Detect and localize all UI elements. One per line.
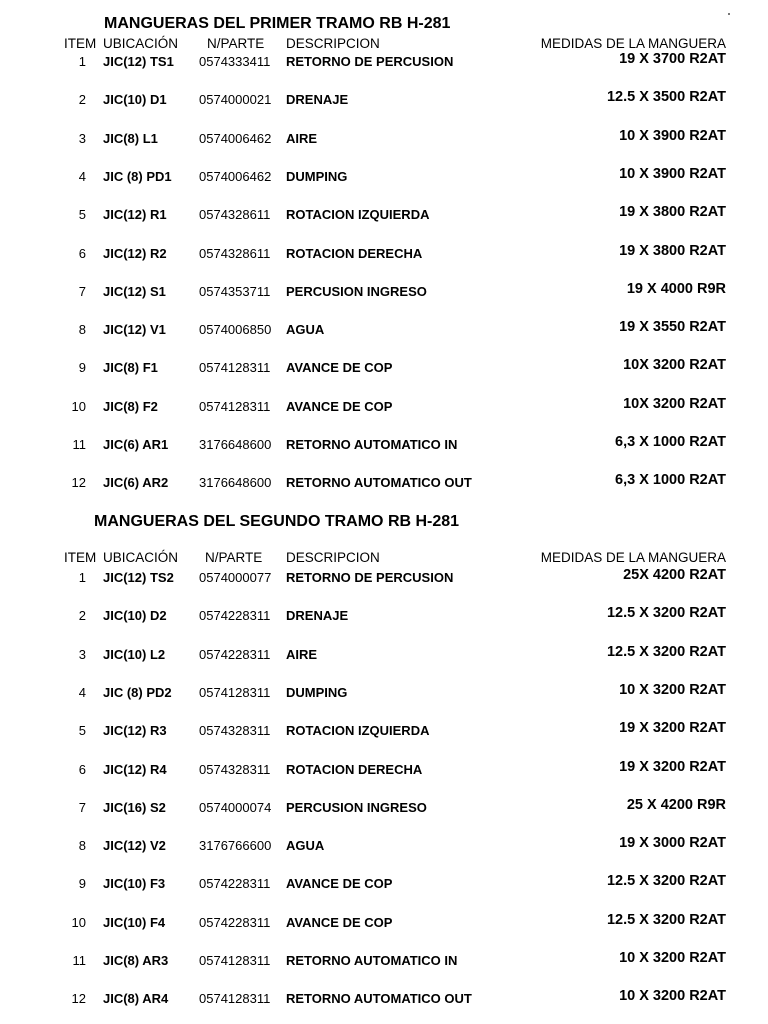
header-measure: MEDIDAS DE LA MANGUERA xyxy=(540,36,726,51)
description-cell: ROTACION DERECHA xyxy=(286,761,423,777)
measure-cell: 6,3 X 1000 R2AT xyxy=(615,472,726,489)
location-cell: JIC(12) V2 xyxy=(103,838,166,854)
item-number: 12 xyxy=(71,475,86,491)
description-cell: PERCUSION INGRESO xyxy=(286,283,427,299)
item-number: 6 xyxy=(78,761,86,777)
measure-cell: 12.5 X 3200 R2AT xyxy=(606,911,726,928)
measure-cell: 19 X 3700 R2AT xyxy=(619,51,726,67)
table-row xyxy=(0,167,768,187)
description-cell: AVANCE DE COP xyxy=(286,398,393,414)
section-title: MANGUERAS DEL SEGUNDO TRAMO RB H-281 xyxy=(94,513,460,530)
measure-cell: 10 X 3200 R2AT xyxy=(619,950,726,966)
item-number: 8 xyxy=(78,838,86,854)
item-number: 10 xyxy=(71,398,86,414)
item-number: 2 xyxy=(78,608,86,624)
location-cell: JIC(8) AR4 xyxy=(103,991,169,1007)
measure-cell: 10 X 3900 R2AT xyxy=(619,127,726,144)
description-cell: ROTACION DERECHA xyxy=(286,245,423,261)
item-number: 4 xyxy=(78,168,86,184)
table-row xyxy=(0,568,768,588)
description-cell: PERCUSION INGRESO xyxy=(286,799,427,815)
table-row xyxy=(0,282,768,302)
description-cell: DUMPING xyxy=(286,168,348,184)
description-cell: AGUA xyxy=(286,322,325,338)
location-cell: JIC(12) R2 xyxy=(103,245,167,261)
location-cell: JIC(8) F2 xyxy=(103,398,158,414)
location-cell: JIC(10) D2 xyxy=(103,608,167,624)
item-number: 9 xyxy=(78,876,86,892)
location-cell: JIC(10) F3 xyxy=(103,876,166,892)
measure-cell: 19 X 3000 R2AT xyxy=(619,835,726,852)
measure-cell: 25 X 4200 R9R xyxy=(626,796,726,813)
part-number-cell: 0574128311 xyxy=(199,953,271,968)
item-number: 7 xyxy=(78,283,86,299)
location-cell: JIC (8) PD2 xyxy=(103,684,172,700)
measure-cell: 12.5 X 3200 R2AT xyxy=(606,605,726,622)
item-number: 8 xyxy=(78,322,86,338)
measure-cell: 12.5 X 3200 R2AT xyxy=(606,873,726,890)
location-cell: JIC(16) S2 xyxy=(103,799,166,815)
description-cell: RETORNO DE PERCUSION xyxy=(286,54,454,69)
part-number-cell: 0574228311 xyxy=(199,646,271,662)
description-cell: AIRE xyxy=(286,646,318,662)
table-row xyxy=(0,52,768,72)
location-cell: JIC(8) F1 xyxy=(103,360,158,376)
header-part: N/PARTE xyxy=(205,550,263,565)
header-description: DESCRIPCION xyxy=(286,550,380,565)
description-cell: AIRE xyxy=(286,130,318,146)
table-row xyxy=(0,645,768,665)
measure-cell: 19 X 3800 R2AT xyxy=(619,204,726,221)
part-number-cell: 3176648600 xyxy=(199,437,272,452)
item-number: 3 xyxy=(78,646,86,662)
description-cell: ROTACION IZQUIERDA xyxy=(286,723,430,739)
part-number-cell: 0574228311 xyxy=(199,876,271,892)
measure-cell: 10 X 3200 R2AT xyxy=(619,681,726,698)
table-row xyxy=(0,721,768,741)
part-number-cell: 0574000074 xyxy=(199,799,272,815)
item-number: 1 xyxy=(78,570,86,585)
part-number-cell: 0574328611 xyxy=(199,245,271,261)
item-number: 11 xyxy=(72,953,86,968)
table-row xyxy=(0,836,768,856)
table-row xyxy=(0,874,768,894)
location-cell: JIC(8) AR3 xyxy=(103,953,169,968)
part-number-cell: 0574128311 xyxy=(199,360,271,376)
location-cell: JIC(12) R4 xyxy=(103,761,167,777)
item-number: 3 xyxy=(78,130,86,146)
measure-cell: 19 X 3550 R2AT xyxy=(619,319,726,336)
item-number: 2 xyxy=(78,92,86,108)
measure-cell: 19 X 3200 R2AT xyxy=(619,758,726,775)
header-part: N/PARTE xyxy=(207,36,265,51)
table-row xyxy=(0,473,768,493)
part-number-cell: 0574006462 xyxy=(199,168,272,184)
part-number-cell: 0574000077 xyxy=(199,570,272,585)
header-location: UBICACIÓN xyxy=(103,36,179,51)
header-location: UBICACIÓN xyxy=(103,550,179,565)
part-number-cell: 0574328311 xyxy=(199,723,271,739)
table-row xyxy=(0,358,768,378)
description-cell: RETORNO AUTOMATICO OUT xyxy=(286,991,472,1007)
description-cell: AVANCE DE COP xyxy=(286,876,393,892)
description-cell: RETORNO DE PERCUSION xyxy=(286,570,454,585)
part-number-cell: 3176648600 xyxy=(199,475,272,491)
item-number: 7 xyxy=(78,799,86,815)
item-number: 4 xyxy=(78,684,86,700)
description-cell: AVANCE DE COP xyxy=(286,914,393,930)
item-number: 11 xyxy=(72,437,86,452)
header-measure: MEDIDAS DE LA MANGUERA xyxy=(540,550,726,565)
item-number: 9 xyxy=(78,360,86,376)
table-row xyxy=(0,205,768,225)
location-cell: JIC(10) L2 xyxy=(103,646,166,662)
description-cell: AGUA xyxy=(286,838,325,854)
location-cell: JIC(12) TS2 xyxy=(103,570,174,585)
header-description: DESCRIPCION xyxy=(286,36,380,51)
corner-mark xyxy=(728,13,730,15)
location-cell: JIC (8) PD1 xyxy=(103,168,172,184)
item-number: 6 xyxy=(78,245,86,261)
part-number-cell: 0574228311 xyxy=(199,608,271,624)
location-cell: JIC(12) V1 xyxy=(103,322,166,338)
part-number-cell: 0574353711 xyxy=(199,283,271,299)
description-cell: AVANCE DE COP xyxy=(286,360,393,376)
location-cell: JIC(12) S1 xyxy=(103,283,166,299)
part-number-cell: 0574128311 xyxy=(199,398,271,414)
part-number-cell: 0574006850 xyxy=(199,322,272,338)
table-row xyxy=(0,129,768,149)
measure-cell: 12.5 X 3200 R2AT xyxy=(606,643,726,660)
location-cell: JIC(10) D1 xyxy=(103,92,167,108)
part-number-cell: 0574328311 xyxy=(199,761,271,777)
location-cell: JIC(10) F4 xyxy=(103,914,166,930)
table-row xyxy=(0,989,768,1009)
description-cell: DRENAJE xyxy=(286,608,349,624)
description-cell: RETORNO AUTOMATICO OUT xyxy=(286,475,472,491)
location-cell: JIC(8) L1 xyxy=(103,130,158,146)
description-cell: RETORNO AUTOMATICO IN xyxy=(286,437,458,452)
part-number-cell: 3176766600 xyxy=(199,838,272,854)
table-row xyxy=(0,683,768,703)
table-row xyxy=(0,435,768,455)
table-row xyxy=(0,913,768,933)
measure-cell: 6,3 X 1000 R2AT xyxy=(615,434,726,450)
table-row xyxy=(0,798,768,818)
item-number: 12 xyxy=(71,991,86,1007)
item-number: 5 xyxy=(78,723,86,739)
location-cell: JIC(6) AR1 xyxy=(103,437,169,452)
measure-cell: 19 X 3200 R2AT xyxy=(619,720,726,737)
item-number: 5 xyxy=(78,207,86,223)
measure-cell: 10X 3200 R2AT xyxy=(623,395,726,412)
measure-cell: 10X 3200 R2AT xyxy=(623,357,726,374)
description-cell: ROTACION IZQUIERDA xyxy=(286,207,430,223)
location-cell: JIC(12) R3 xyxy=(103,723,167,739)
table-row xyxy=(0,951,768,971)
description-cell: DRENAJE xyxy=(286,92,349,108)
location-cell: JIC(12) R1 xyxy=(103,207,167,223)
part-number-cell: 0574228311 xyxy=(199,914,271,930)
table-row xyxy=(0,606,768,626)
measure-cell: 10 X 3200 R2AT xyxy=(619,988,726,1005)
measure-cell: 19 X 3800 R2AT xyxy=(619,242,726,259)
description-cell: DUMPING xyxy=(286,684,348,700)
part-number-cell: 0574333411 xyxy=(199,54,271,69)
table-row xyxy=(0,397,768,417)
measure-cell: 10 X 3900 R2AT xyxy=(619,165,726,182)
header-item: ITEM xyxy=(64,36,97,51)
header-item: ITEM xyxy=(64,550,97,565)
location-cell: JIC(6) AR2 xyxy=(103,475,169,491)
part-number-cell: 0574006462 xyxy=(199,130,272,146)
table-row xyxy=(0,760,768,780)
measure-cell: 19 X 4000 R9R xyxy=(626,280,726,297)
table-row xyxy=(0,244,768,264)
item-number: 10 xyxy=(71,914,86,930)
section-title: MANGUERAS DEL PRIMER TRAMO RB H-281 xyxy=(104,15,451,32)
measure-cell: 12.5 X 3500 R2AT xyxy=(606,89,726,106)
description-cell: RETORNO AUTOMATICO IN xyxy=(286,953,458,968)
item-number: 1 xyxy=(78,54,86,69)
part-number-cell: 0574000021 xyxy=(199,92,272,108)
location-cell: JIC(12) TS1 xyxy=(103,54,174,69)
measure-cell: 25X 4200 R2AT xyxy=(623,567,726,583)
table-row xyxy=(0,320,768,340)
part-number-cell: 0574328611 xyxy=(199,207,271,223)
table-row xyxy=(0,90,768,110)
part-number-cell: 0574128311 xyxy=(199,684,271,700)
part-number-cell: 0574128311 xyxy=(199,991,271,1007)
